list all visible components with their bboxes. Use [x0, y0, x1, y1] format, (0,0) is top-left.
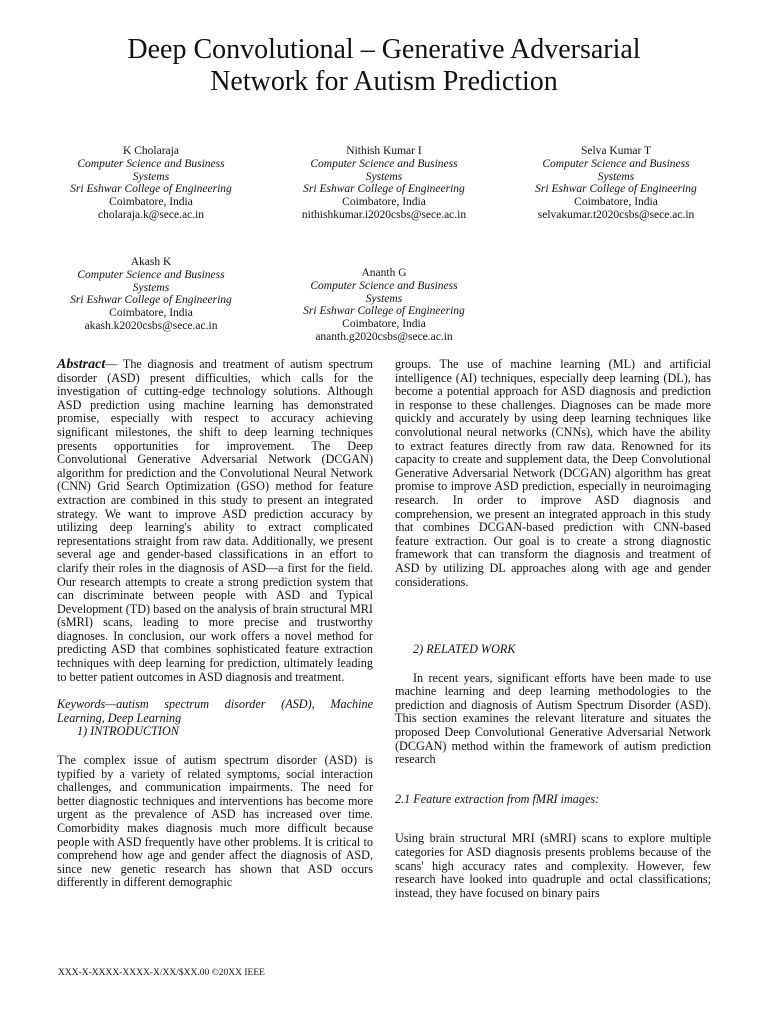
author-location: Coimbatore, India — [109, 196, 193, 209]
author-block — [41, 256, 261, 333]
author-college: Sri Eshwar College of Engineering — [70, 294, 232, 307]
abstract-text: — The diagnosis and treatment of autism spectrum disorder (ASD) present difficulties, which calls for the investigation of cutting-edge technology solutions. Although ASD prediction using machine learning has demonstrated promise, especially with respect to accuracy achieving significant milestones, the shift to deep learning techniques presents opportunities for improvement. The Deep Convolutional Generative Adversarial Network (DCGAN) algorithm for prediction and the Convolutional Neural Network (CNN) Grid Search Optimization (GSO) method for feature extraction are combined in this study to present an integrated strategy. We want to improve ASD prediction accuracy by utilizing deep learning's ability to extract complicated representations straight from raw data. Additionally, we present several age and gender-based classifications in an effort to clarify their roles in the diagnosis of ASD—a first for the field. Our research attempts to create a strong prediction system that can discriminate between people with ASD and Typical Development (TD) based on the analysis of brain structural MRI (sMRI) scans, leading to more precise and trustworthy diagnoses. In conclusion, our work offers a novel method for predicting ASD that combines sophisticated feature extraction techniques with deep learning for prediction, ultimately leading to better patient outcomes in ASD diagnosis and treatment. — [57, 357, 373, 684]
author-block — [41, 145, 261, 222]
author-location: Coimbatore, India — [342, 318, 426, 331]
author-email: nithishkumar.i2020csbs@sece.ac.in — [301, 208, 467, 221]
author-email: cholaraja.k@sece.ac.in — [97, 208, 205, 221]
author-college: Sri Eshwar College of Engineering — [303, 305, 465, 318]
author-college: Sri Eshwar College of Engineering — [303, 183, 465, 196]
keywords: Keywords—autism spectrum disorder (ASD), Machine Learning, Deep Learning — [57, 697, 373, 725]
section-heading-introduction: 1) INTRODUCTION — [77, 724, 179, 739]
right-column — [395, 358, 711, 900]
author-name: K Cholaraja — [123, 145, 179, 157]
author-name: Nithish Kumar I — [346, 145, 422, 157]
author-department-cont: Systems — [597, 170, 635, 183]
author-location: Coimbatore, India — [342, 196, 426, 209]
author-department-cont: Systems — [365, 292, 403, 305]
author-location: Coimbatore, India — [574, 196, 658, 209]
subsection-text: Using brain structural MRI (sMRI) scans to explore multiple categories for ASD diagnosis presents problems because of the scans' high accuracy rates and complexity. However, few research have looked into quadruple and octal classifications; instead, they have focused on binary pairs — [395, 831, 711, 900]
title-line-1: Deep Convolutional – Generative Adversarial — [127, 34, 641, 65]
author-department: Computer Science and Business — [77, 268, 225, 281]
author-department: Computer Science and Business — [310, 279, 458, 292]
author-name: Ananth G — [361, 267, 407, 279]
author-block — [274, 145, 494, 222]
author-block — [506, 145, 726, 222]
abstract — [57, 358, 373, 684]
left-column — [57, 358, 373, 890]
author-name: Akash K — [130, 256, 172, 268]
copyright-footer: XXX-X-XXXX-XXXX-X/XX/$XX.00 ©20XX IEEE — [58, 968, 265, 978]
paper-title — [60, 34, 708, 98]
author-location: Coimbatore, India — [109, 307, 193, 320]
author-department: Computer Science and Business — [310, 157, 458, 170]
introduction-text: The complex issue of autism spectrum disorder (ASD) is typified by a variety of related symptoms, social interaction challenges, and communication impairments. The need for better diagnostic techniques and interventions has become more urgent as the prevalence of ASD has increased over time. Comorbidity makes diagnosis much more difficult because people with ASD frequently have other problems. It is critical to comprehend how age and gender affect the diagnosis of ASD, since new genetic research has shown that ASD occurs differently in different demographic — [57, 753, 373, 890]
related-work-text: In recent years, significant efforts have been made to use machine learning and deep learning methodologies to the prediction and diagnosis of Autism Spectrum Disorder (ASD). This section examines the relevant literature and situates the proposed Deep Convolutional Generative Adversarial Network (DCGAN) method within the framework of autism prediction research — [395, 670, 711, 767]
author-block — [274, 267, 494, 344]
author-department-cont: Systems — [132, 170, 170, 183]
author-department-cont: Systems — [365, 170, 403, 183]
author-department: Computer Science and Business — [542, 157, 690, 170]
author-department: Computer Science and Business — [77, 157, 225, 170]
author-department-cont: Systems — [132, 281, 170, 294]
author-email: ananth.g2020csbs@sece.ac.in — [315, 330, 453, 343]
author-name: Selva Kumar T — [580, 145, 652, 157]
section-heading-related-work: 2) RELATED WORK — [413, 642, 516, 657]
abstract-label: Abstract — [57, 357, 106, 372]
subsection-heading: 2.1 Feature extraction from fMRI images: — [395, 791, 600, 806]
author-email: akash.k2020csbs@sece.ac.in — [84, 319, 218, 332]
author-email: selvakumar.t2020csbs@sece.ac.in — [537, 208, 695, 221]
author-college: Sri Eshwar College of Engineering — [535, 183, 697, 196]
introduction-continued-text: groups. The use of machine learning (ML) and artificial intelligence (AI) techniques, especially deep learning (DL), has become a potential approach for ASD diagnosis and prediction in response to these challenges. Diagnoses can be made more quickly and accurately by using deep learning techniques like convolutional neural networks (CNNs), which have the ability to extract features directly from raw data. Renowned for its capacity to create and supplement data, the Deep Convolutional Generative Adversarial Network (DCGAN) algorithm has great promise to improve ASD prediction, especially in neuroimaging research. In order to improve ASD diagnosis and comprehension, we present an integrated approach in this study that combines DCGAN-based prediction with CNN-based feature extraction. Our goal is to create a strong diagnostic framework that can transform the diagnosis and treatment of ASD by utilizing DL approaches along with age and gender considerations. — [395, 357, 711, 589]
title-line-2: Network for Autism Prediction — [210, 66, 558, 97]
author-college: Sri Eshwar College of Engineering — [70, 183, 232, 196]
